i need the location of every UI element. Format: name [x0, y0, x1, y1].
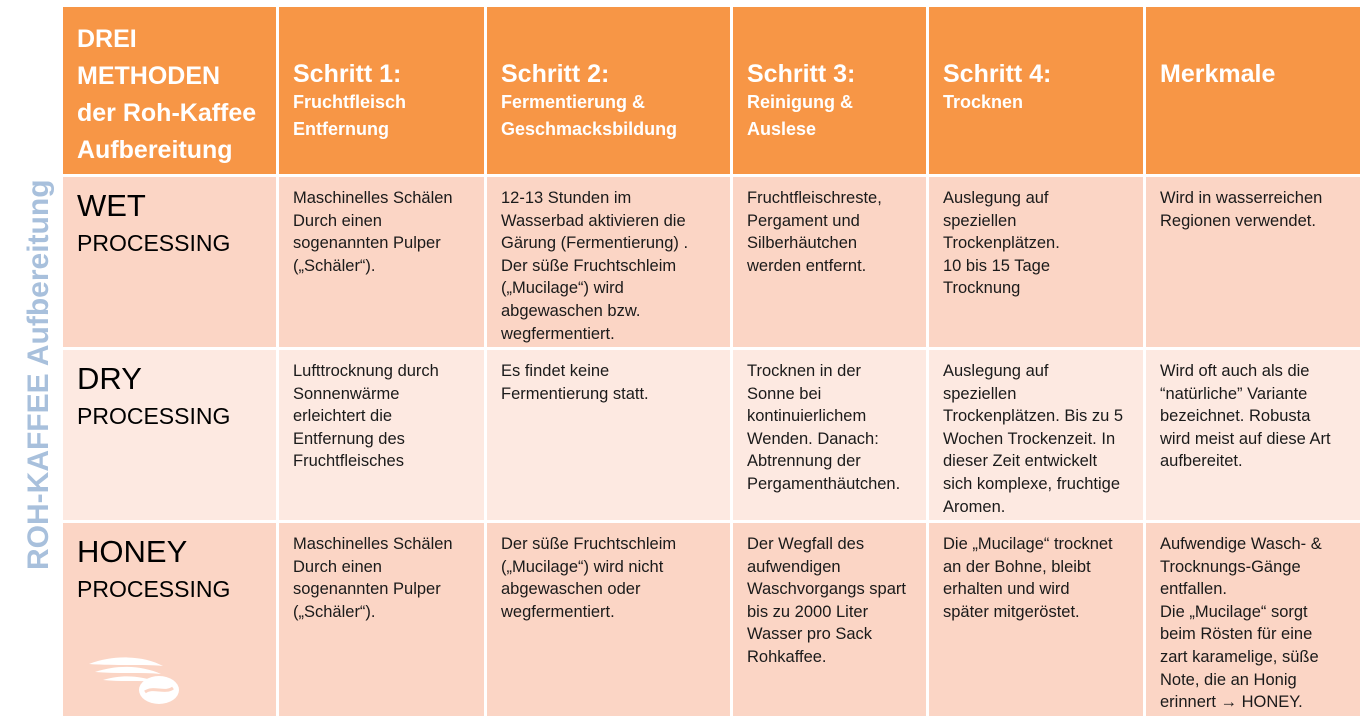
method-name: WET [77, 188, 146, 223]
side-title: ROH-KAFFEE Aufbereitung [22, 179, 55, 570]
cell-step-2: Es findet keine Fermentierung statt. [486, 349, 732, 522]
header-row [62, 6, 1362, 176]
header-main-title: DREI METHODEN der Roh-Kaffee Aufbereitung [77, 25, 257, 164]
cell-step-4: Die „Mucilage“ trocknet an der Bohne, bleibt erhalten und wird später mitgeröstet. [928, 522, 1145, 718]
header-step-1: Schritt 1: Fruchtfleisch Entfernung [278, 6, 486, 176]
processing-table [60, 4, 1363, 719]
cell-step-3: Der Wegfall des aufwendigen Waschvorgangs spart bis zu 2000 Liter Wasser pro Sack Rohkaffee. [732, 522, 928, 718]
method-name: DRY [77, 361, 142, 396]
cell-merkmale: Aufwendige Wasch- & Trocknungs-Gänge entfallen. Die „Mucilage“ sorgt beim Rösten für eine zart karamelige, süße Note, die an Honig erinnert → HONEY. [1145, 522, 1362, 718]
method-name: HONEY [77, 534, 188, 569]
cell-step-3: Trocknen in der Sonne bei kontinuierlichem Wenden. Danach: Abtrennung der Pergamenthäutchen. [732, 349, 928, 522]
method-cell [62, 349, 278, 522]
row-honey [62, 522, 1362, 718]
cell-step-1: Maschinelles Schälen Durch einen sogenannten Pulper („Schäler“). [278, 176, 486, 349]
cell-step-3: Fruchtfleischreste, Pergament und Silberhäutchen werden entfernt. [732, 176, 928, 349]
row-dry [62, 349, 1362, 522]
winged-bean-logo-icon [85, 652, 185, 708]
method-processing: PROCESSING [77, 576, 231, 602]
cell-step-2: Der süße Fruchtschleim („Mucilage“) wird nicht abgewaschen oder wegfermentiert. [486, 522, 732, 718]
cell-step-1: Lufttrocknung durch Sonnenwärme erleichtert die Entfernung des Fruchtfleisches [278, 349, 486, 522]
method-processing: PROCESSING [77, 230, 231, 256]
cell-step-4: Auslegung auf speziellen Trockenplätzen. Bis zu 5 Wochen Trockenzeit. In dieser Zeit entwickelt sich komplexe, fruchtige Aromen. [928, 349, 1145, 522]
row-wet [62, 176, 1362, 349]
method-processing: PROCESSING [77, 403, 231, 429]
header-step-2: Schritt 2: Fermentierung & Geschmacksbildung [486, 6, 732, 176]
cell-merkmale: Wird in wasserreichen Regionen verwendet. [1145, 176, 1362, 349]
header-step-4: Schritt 4: Trocknen [928, 6, 1145, 176]
header-main-cell [62, 6, 278, 176]
method-cell [62, 522, 278, 718]
cell-step-1: Maschinelles Schälen Durch einen sogenannten Pulper („Schäler“). [278, 522, 486, 718]
method-cell [62, 176, 278, 349]
header-merkmale: Merkmale [1145, 6, 1362, 176]
cell-step-4: Auslegung auf speziellen Trockenplätzen. 10 bis 15 Tage Trocknung [928, 176, 1145, 349]
cell-merkmale: Wird oft auch als die “natürliche” Variante bezeichnet. Robusta wird meist auf diese Art aufbereitet. [1145, 349, 1362, 522]
cell-step-2: 12-13 Stunden im Wasserbad aktivieren die Gärung (Fermentierung) . Der süße Fruchtschleim („Mucilage“) wird abgewaschen bzw. wegfermentiert. [486, 176, 732, 349]
header-step-3: Schritt 3: Reinigung & Auslese [732, 6, 928, 176]
